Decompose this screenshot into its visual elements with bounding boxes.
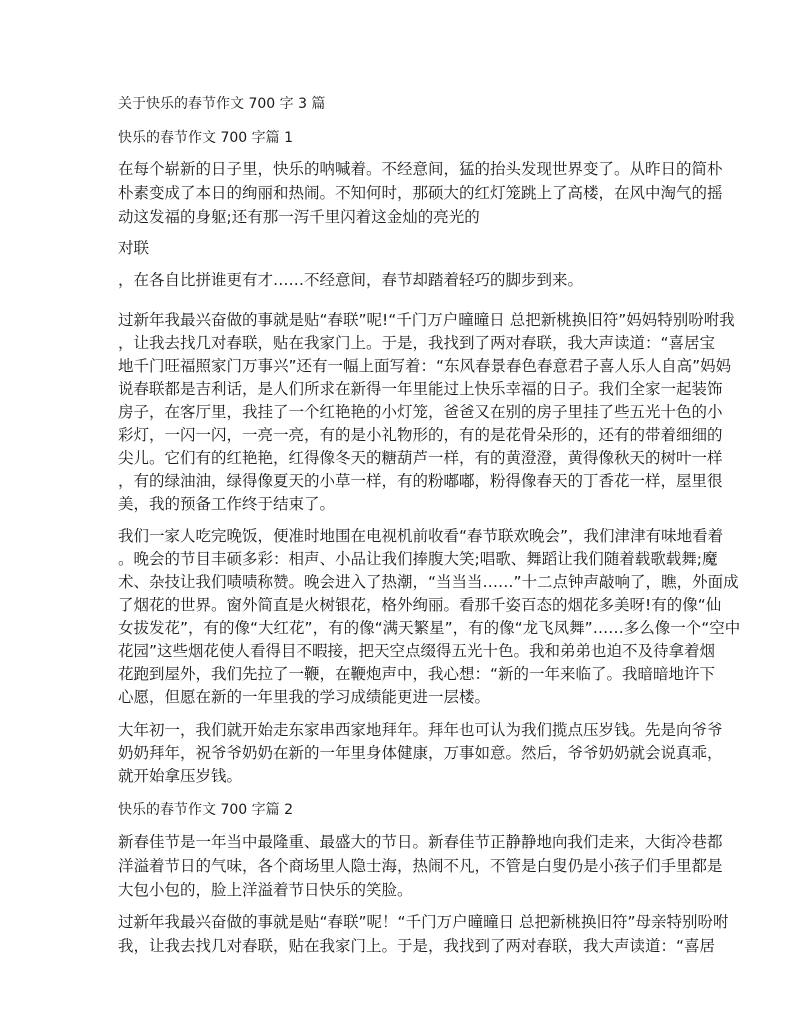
paragraph-line: 花园”这些烟花使人看得目不暇接，把天空点缀得五光十色。我和弟弟也迫不及待拿着烟 — [118, 642, 716, 660]
paragraph-line: 在每个崭新的日子里，快乐的呐喊着。不经意间，猛的抬头发现世界变了。从昨日的简朴 — [118, 160, 723, 178]
paragraph-line: 对联 — [118, 239, 150, 257]
paragraph-line: 动这发福的身躯;还有那一泻千里闪着这金灿的亮光的 — [118, 208, 480, 226]
paragraph-line: 女拔发花”，有的像“大红花”，有的像“满天繁星”，有的像“龙飞凤舞”……多么像一个“空中 — [118, 619, 741, 637]
paragraph-line: 我们一家人吃完晚饭，便准时地围在电视机前收看“春节联欢晚会”，我们津津有味地看着 — [118, 527, 724, 545]
paragraph-line: 朴素变成了本日的绚丽和热闹。不知何时，那硕大的红灯笼跳上了高楼，在风中淘气的摇 — [118, 184, 723, 202]
paragraph-line: 花跑到屋外，我们先拉了一鞭，在鞭炮声中，我心想：“新的一年来临了。我暗暗地许下 — [118, 665, 716, 683]
paragraph-line: 了烟花的世界。窗外简直是火树银花，格外绚丽。看那千姿百态的烟花多美呀!有的像“仙 — [118, 596, 722, 614]
section-heading-2: 快乐的春节作文 700 字篇 2 — [118, 802, 293, 818]
paragraph-line: 美，我的预备工作终于结束了。 — [118, 495, 336, 513]
paragraph-line: ，有的绿油油，绿得像夏天的小草一样，有的粉嘟嘟，粉得像春天的丁香花一样，屋里很 — [118, 472, 723, 490]
paragraph-line: 新春佳节是一年当中最隆重、最盛大的节日。新春佳节正静静地向我们走来，大街冷巷都 — [118, 833, 723, 851]
paragraph-line: 尖儿。它们有的红艳艳，红得像冬天的糖葫芦一样，有的黄澄澄，黄得像秋天的树叶一样 — [118, 449, 723, 467]
paragraph-line: ，让我去找几对春联，贴在我家门上。于是，我找到了两对春联，我大声读道：“喜居宝 — [118, 334, 716, 352]
paragraph-line: 房子，在客厅里，我挂了一个红艳艳的小灯笼，爸爸又在别的房子里挂了些五光十色的小 — [118, 403, 723, 421]
paragraph-line: 奶奶拜年，祝爷爷奶奶在新的一年里身体健康，万事如意。然后，爷爷奶奶就会说真乖， — [118, 744, 723, 762]
paragraph-line: ，在各自比拼谁更有才……不经意间，春节却踏着轻巧的脚步到来。 — [118, 271, 584, 289]
paragraph-line: 大包小包的，脸上洋溢着节日快乐的笑脸。 — [118, 881, 413, 899]
paragraph-line: 洋溢着节日的气味，各个商场里人隐士海，热闹不凡，不管是白叟仍是小孩子们手里都是 — [118, 857, 723, 875]
paragraph-line: 地千门旺福照家门万事兴”还有一幅上面写着：“东风春景春色春意君子喜人乐人自高”妈妈 — [118, 357, 732, 375]
paragraph-line: 大年初一，我们就开始走东家串西家地拜年。拜年也可认为我们揽点压岁钱。先是向爷爷 — [118, 721, 723, 739]
paragraph-line: 术、杂技让我们啧啧称赞。晚会进入了热潮，“当当当……”十二点钟声敲响了，瞧，外面成 — [118, 573, 739, 591]
paragraph-line: 心愿，但愿在新的一年里我的学习成绩能更进一层楼。 — [118, 688, 491, 706]
paragraph-line: 说春联都是吉利话，是人们所求在新得一年里能过上快乐幸福的日子。我们全家一起装饰 — [118, 380, 723, 398]
section-heading-1: 快乐的春节作文 700 字篇 1 — [118, 130, 293, 146]
paragraph-line: 彩灯，一闪一闪，一亮一亮，有的是小礼物形的，有的是花骨朵形的，还有的带着细细的 — [118, 426, 723, 444]
paragraph-line: 我，让我去找几对春联，贴在我家门上。于是，我找到了两对春联，我大声读道：“喜居 — [118, 937, 716, 955]
paragraph-line: 就开始拿压岁钱。 — [118, 767, 243, 785]
document-title: 关于快乐的春节作文 700 字 3 篇 — [118, 96, 326, 112]
paragraph-line: 。晚会的节目丰硕多彩：相声、小品让我们捧腹大笑;唱歌、舞蹈让我们随着载歌载舞;魔 — [118, 550, 718, 568]
paragraph-line: 过新年我最兴奋做的事就是贴“春联”呢!“千门万户曈曈日 总把新桃换旧符”妈妈特别吩咐我 — [118, 311, 735, 329]
paragraph-line: 过新年我最兴奋做的事就是贴“春联”呢！“千门万户曈曈日 总把新桃换旧符”母亲特别吩咐 — [118, 913, 729, 931]
